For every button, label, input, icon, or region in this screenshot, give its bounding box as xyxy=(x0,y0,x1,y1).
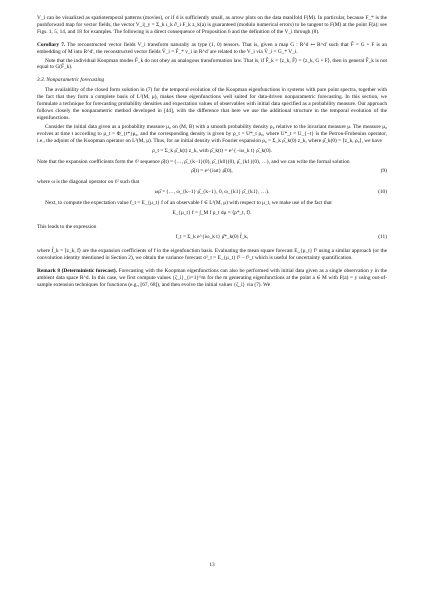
equation-10-number: (10) xyxy=(378,189,387,196)
equation-expectation xyxy=(37,210,387,221)
note-paragraph: Note that the individual Koopman modes F̂_k do not obey an analogous transformation law. That is, if F̂_k = ⟨z_k, F̃⟩ = ⟨z_k, G ∘ F⟩, then in general F̂_k is not equal to G(F̂_k). xyxy=(37,57,387,71)
section-title: 3.3. Nonparametric forecasting xyxy=(37,77,105,84)
equation-rho-t xyxy=(37,148,387,156)
equation-11-body: f_t = Σ_k e^{iω_k t} ρ̂*_k(0) f̂_k, xyxy=(175,234,249,241)
equation-9 xyxy=(37,168,387,176)
remark-text: Forecasting with the Koopman eigenfunctions can also be performed with initial data given as a single observation y in the ambient data space R^d. In this case, we first compute values {ζ_i}_{i=1}^m for the m generating eigenfunctions at the point a ∈ M with F(a) = y using out-of-sample extension techniques for functions (e.g., [67, 68]), and then evolve the initial values {ζ_i} via (7). We xyxy=(37,267,387,288)
equation-10 xyxy=(37,189,387,197)
corollary-7 xyxy=(37,42,387,56)
equation-expectation-body: E_{μ_t} f = ∫_M f ρ_t dμ = ⟨ρ*_t, f⟩. xyxy=(172,210,252,217)
section-paragraph-2: Consider the initial data given as a probability measure μ₀ on (M, B) with a smooth probability density ρ₀ relative to the invariant measure μ. The measure μ₀ evolves at time t according to μ_t = Φ_{t*}μ₀, and the corresponding density is given by ρ_t = U*_t ρ₀, where U*_t = U_{−t} is the Perron-Frobenius operator, i.e., the adjoint of the Koopman operator on L²(M, μ). Thus, for an initial density with Fourier expansion ρ₀ = Σ_k ρ̂_k(0) z_k, where ρ̂_k(0) = ⟨z_k, ρ₀⟩, we have xyxy=(37,123,387,144)
equation-9-number: (9) xyxy=(380,168,387,175)
page-number: 13 xyxy=(209,562,215,568)
top-paragraph: V_i can be visualized as spatiotemporal patterns (movies), or if d is sufficiently small, as arrow plots on the data manifold F(M). In particular, because F_* is the pushforward map for vector fields, the vector V_i|_y = Σ_k ι_k ∂_i F_k z_k(a) is guaranteed (modulo numerical errors) to be tangent to F(M) at the point F(a); see Figs. 1, 5, 14, and 18 for examples. The following is a direct consequence of Proposition 6 and the definition of the V_i through (8). xyxy=(37,15,387,35)
equation-11-number: (11) xyxy=(378,234,387,241)
section-paragraph-7: where f̂_k = ⟨z_k, f⟩ are the expansion coefficients of f in the eigenfunction basis. Evaluating the mean square forecast E_{μ_t} f² using a similar approach (or the convolution identity mentioned in Section 2), we obtain the variance forecast σ²_t = E_{μ_t} f² − f²_t which is useful for uncertainty quantification. xyxy=(37,248,387,262)
equation-rho-t-body: ρ_t = Σ_k ρ̂_k(t) z_k, with ρ̂_k(t) = e^{−iω_k t} ρ̂_k(0). xyxy=(152,147,272,154)
remark-title: Remark 8 (Deterministic forecast). xyxy=(37,267,118,274)
equation-9-body: ρ̂(t) = e^{iωt} ρ̂(0), xyxy=(191,168,233,175)
section-paragraph-5: Next, to compute the expectation value f_t = E_{μ_t} f of an observable f ∈ L²(M, μ) with respect to μ_t, we make use of the fact that xyxy=(45,200,332,207)
equation-11 xyxy=(37,234,387,245)
equation-10-body: ωρ̂ = (…, ω_{k−1} ρ̂_{k−1}, 0, ω_{k1} ρ̂_{k1}, …). xyxy=(154,189,270,196)
corollary-title: Corollary 7. xyxy=(37,41,66,48)
section-paragraph-1: The availability of the closed form solution in (7) for the temporal evolution of the Koopman eigenfunctions in systems with pure point spectra, together with the fact that they form a complete basis of L²(M, μ), makes these eigenfunctions well suited for data-driven nonparametric forecasting. In this section, we formulate a technique for forecasting probability densities and expectation values of observables with initial data specified as a probability measure. Our approach follows closely the nonparametric method developed in [44], with the difference that here we use the additional structure in the temporal evolution of the eigenfunctions. xyxy=(37,87,387,121)
section-paragraph-6: This leads to the expression xyxy=(37,224,97,231)
corollary-text: The reconstructed vector fields V_i transform naturally as type (1, 0) tensors. That is, given a map G : R^d ↦ R^d' such that F̃ = G ∘ F is an embedding of M into R^d', the reconstructed vector fields Ṽ_i = F̃_* v_i in R^d' are related to the V_i via Ṽ_i = G_* V_i. xyxy=(37,41,387,55)
section-paragraph-4: where ω is the diagonal operator on ℓ² such that xyxy=(37,179,140,186)
remark-8 xyxy=(37,268,387,289)
section-paragraph-3: Note that the expansion coefficients form the ℓ² sequence ρ̂(t) = (…, ρ̂_{k−1}(0), ρ̂_{k0}(0), ρ̂_{k1}(0), …), and we can write the formal solution xyxy=(37,158,350,165)
